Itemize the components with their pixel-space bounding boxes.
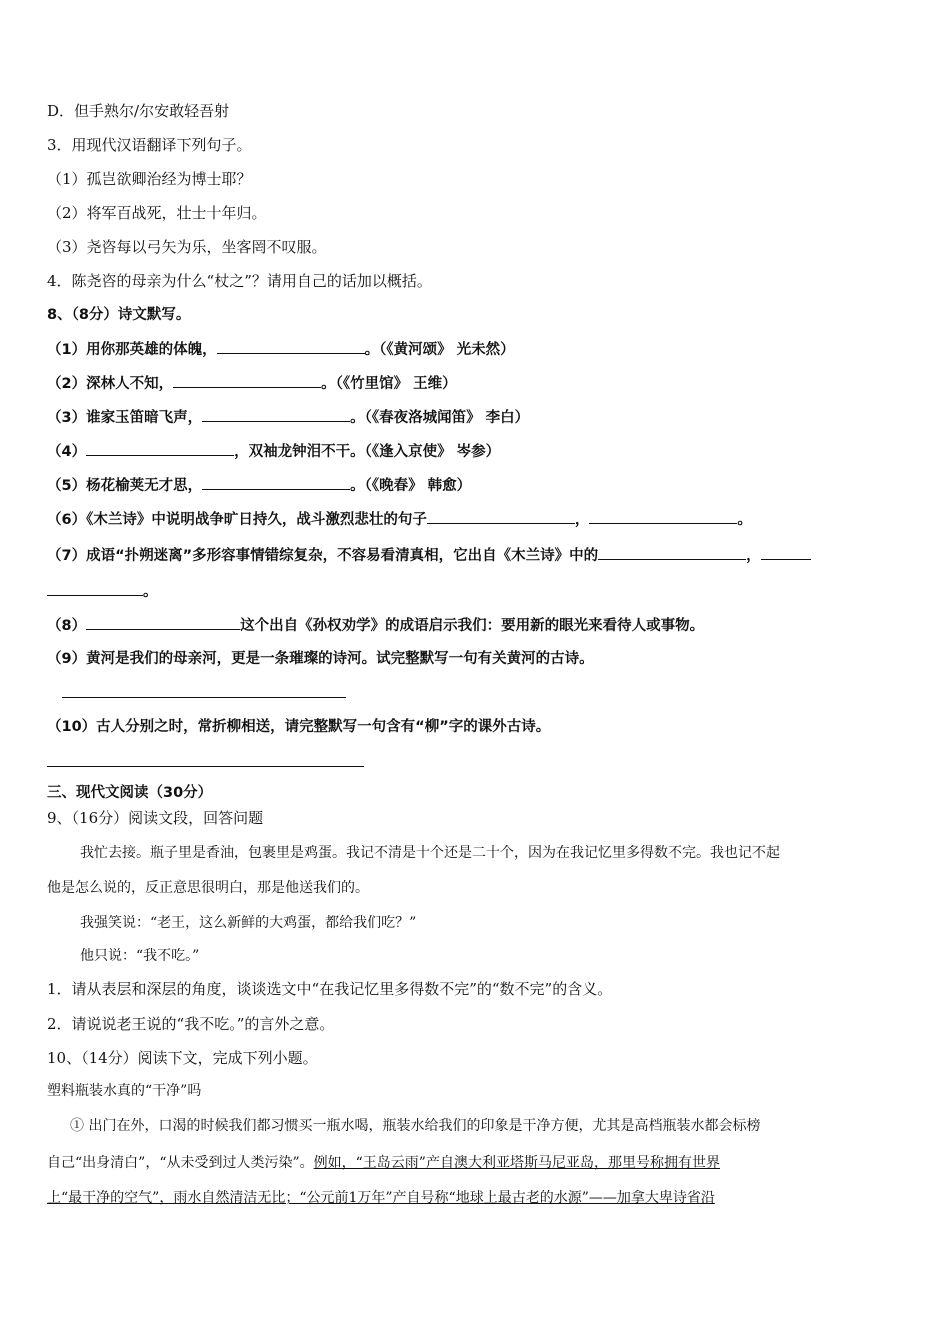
poem-item-3-source: 。（《春夜洛城闻笛》 李白） [350,410,530,426]
answer-blank[interactable] [86,440,234,456]
answer-blank[interactable] [761,544,811,560]
answer-blank[interactable] [427,508,575,524]
poem-item-8-text: 这个出自《孙权劝学》的成语启示我们：要用新的眼光来看待人或事物。 [240,618,705,634]
question-8-title: 8、（8分）诗文默写。 [47,307,191,323]
question-3-3: （3）尧咨每以弓矢为乐，坐客罔不叹服。 [47,238,327,256]
poem-item-1 [47,338,515,361]
answer-blank[interactable] [202,474,350,490]
poem-item-7-prompt: （7）成语“扑朔迷离”多形容事情错综复杂，不容易看清真相，它出自《木兰诗》中的 [47,548,599,564]
poem-item-5-source: 。（《晚春》 韩愈） [350,478,472,494]
question-9-1: 1．请从表层和深层的角度，谈谈选文中“在我记忆里多得数不完”的“数不完”的含义。 [47,980,613,998]
poem-item-7-end: 。 [143,584,158,600]
poem-item-4 [47,440,500,463]
poem-item-5-prompt: （5）杨花榆荚无才思， [47,478,203,494]
poem-item-1-source: 。（《黄河颂》 光未然） [364,342,515,358]
poem-item-7-cont [47,580,158,603]
question-3-2: （2）将军百战死，壮士十年归。 [47,204,267,222]
reading-para-1-cont: 他是怎么说的，反正意思很明白，那是他送我们的。 [47,880,369,896]
reading-para-3: 他只说：“我不吃。” [80,948,200,964]
reading-para-1: 我忙去接。瓶子里是香油，包裹里是鸡蛋。我记不清是十个还是二十个，因为在我记忆里多得数不完。我也记不起 [80,845,780,861]
answer-blank[interactable] [86,614,240,630]
poem-item-9: （9）黄河是我们的母亲河，更是一条璀璨的诗河。试完整默写一句有关黄河的古诗。 [47,651,594,667]
article-para-1-line-3: 上“最干净的空气”，雨水自然清洁无比；“公元前1万年”产自号称“地球上最古老的水源”——加拿大卑诗省沿 [47,1190,715,1206]
poem-item-4-prompt: （4） [47,444,87,460]
poem-item-2-prompt: （2）深林人不知， [47,376,174,392]
question-3: 3．用现代汉语翻译下列句子。 [47,136,252,154]
poem-item-3 [47,406,529,429]
poem-item-2 [47,372,457,395]
poem-item-7-comma: ， [746,548,761,564]
poem-item-2-source: 。（《竹里馆》 王维） [321,376,457,392]
poem-item-10: （10）古人分别之时，常折柳相送，请完整默写一句含有“柳”字的课外古诗。 [47,719,551,735]
answer-blank[interactable] [217,338,365,354]
answer-blank[interactable] [47,580,143,596]
poem-item-6-end: 。 [737,512,752,528]
poem-item-4-source: ，双袖龙钟泪不干。（《逢入京使》 岑参） [234,444,501,460]
question-4: 4．陈尧咨的母亲为什么“杖之”？请用自己的话加以概括。 [47,272,432,290]
answer-blank[interactable] [589,508,737,524]
article-para-1-line-2 [47,1152,720,1174]
poem-item-1-prompt: （1）用你那英雄的体魄， [47,342,217,358]
poem-item-6-comma: ， [574,512,590,528]
question-9: 9、（16分）阅读文段，回答问题 [47,809,264,827]
option-d: D．但手熟尔/尔安敢轻吾射 [47,102,230,120]
article-text: 自己“出身清白”，“从未受到过人类污染”。 [47,1155,314,1171]
reading-para-2: 我强笑说：“老王，这么新鲜的大鸡蛋，都给我们吃？” [80,915,417,931]
answer-line-10[interactable] [47,766,364,767]
answer-blank[interactable] [598,544,746,560]
article-title: 塑料瓶装水真的“干净”吗 [47,1083,202,1099]
poem-item-6-prompt: （6）《木兰诗》中说明战争旷日持久，战斗激烈悲壮的句子 [47,512,427,528]
article-para-1: ① 出门在外，口渴的时候我们都习惯买一瓶水喝，瓶装水给我们的印象是干净方便，尤其是高档瓶装水都会标榜 [70,1118,761,1134]
poem-item-6 [47,508,752,531]
poem-item-3-prompt: （3）谁家玉笛暗飞声， [47,410,203,426]
poem-item-7 [47,544,811,567]
answer-blank[interactable] [202,406,350,422]
answer-line-9[interactable] [62,697,346,698]
answer-blank[interactable] [173,372,321,388]
question-9-2: 2．请说说老王说的“我不吃。”的言外之意。 [47,1015,335,1033]
article-underlined-text: 例如，“王岛云雨”产自澳大利亚塔斯马尼亚岛，那里号称拥有世界 [313,1155,720,1171]
question-3-1: （1）孤岂欲卿治经为博士耶？ [47,170,252,188]
section-3-title: 三、现代文阅读（30分） [47,785,213,801]
poem-item-8 [47,614,704,637]
question-10: 10、（14分）阅读下文，完成下列小题。 [47,1049,318,1067]
poem-item-5 [47,474,471,497]
poem-item-8-prompt: （8） [47,618,87,634]
